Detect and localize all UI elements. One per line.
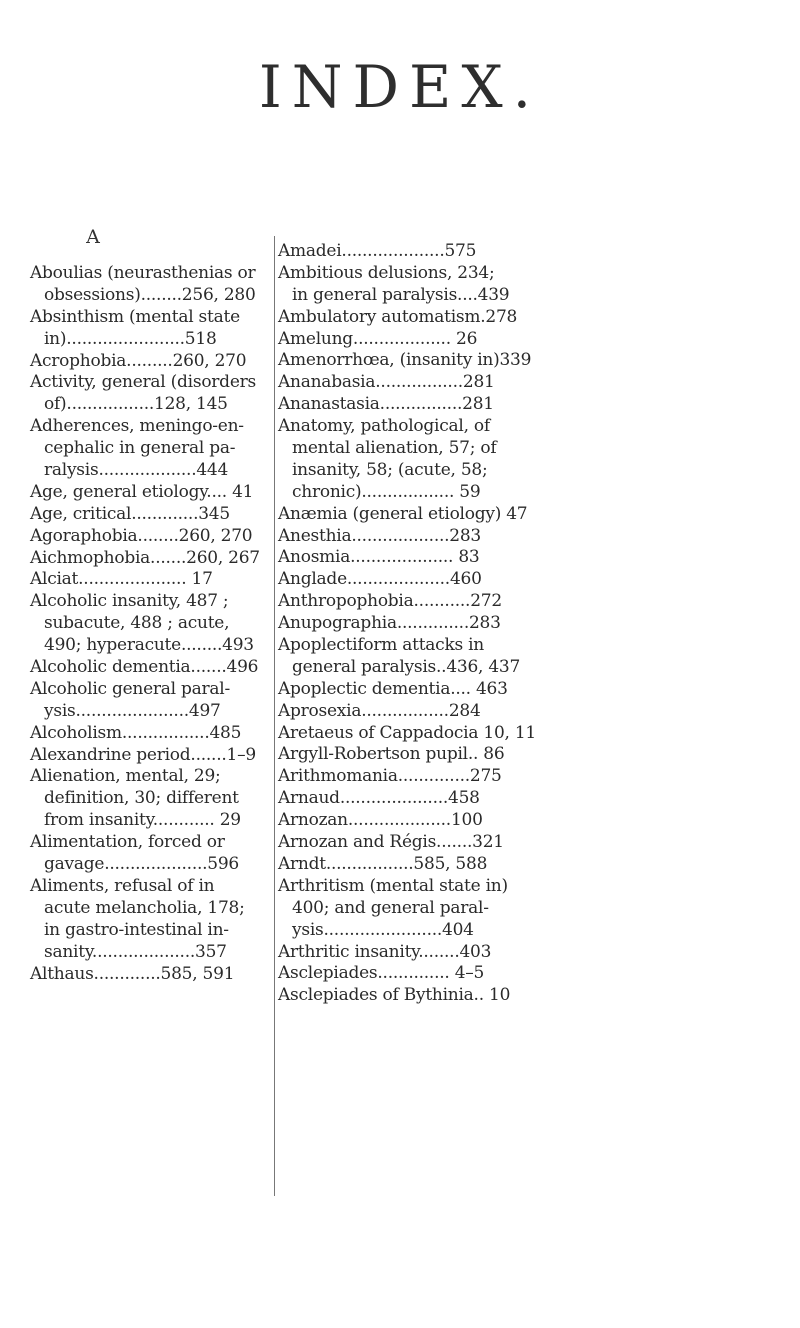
right-index-column	[278, 241, 536, 1007]
index-entry-line: Althaus.............585, 591	[30, 963, 235, 984]
index-entry-line: Aboulias (neurasthenias or	[30, 263, 256, 283]
index-entry-line: Aliments, refusal of in	[30, 875, 215, 896]
index-entry-line: Aichmophobia.......260, 267	[30, 547, 260, 568]
index-entry-line: acute melancholia, 178;	[44, 897, 245, 918]
column-divider	[274, 236, 275, 1196]
index-entry-line: Age, critical.............345	[30, 503, 230, 524]
index-entry-line: chronic).................. 59	[292, 481, 481, 502]
index-entry-line: Anthropophobia...........272	[278, 591, 502, 612]
index-entry-line: gavage....................596	[44, 854, 239, 875]
index-entry-line: Anosmia.................... 83	[278, 547, 480, 568]
index-entry-line: Anesthia...................283	[278, 525, 481, 546]
index-entry-line: from insanity............ 29	[44, 810, 241, 831]
index-entry-line: insanity, 58; (acute, 58;	[292, 459, 488, 480]
index-entry-line: Arthritism (mental state in)	[278, 875, 508, 896]
index-entry-line: Anupographia..............283	[278, 613, 501, 634]
index-entry-line: Amenorrhœa, (insanity in)339	[278, 350, 532, 371]
index-entry-line: ysis.......................404	[292, 919, 474, 940]
section-letter: A	[86, 226, 100, 248]
index-entry-line: Amelung................... 26	[278, 328, 478, 349]
index-entry-line: Agoraphobia........260, 270	[30, 525, 253, 546]
index-entry-line: Ambulatory automatism.278	[278, 306, 518, 327]
index-entry-line: subacute, 488 ; acute,	[44, 613, 230, 634]
index-entry-line: Alcoholic dementia.......496	[30, 657, 259, 678]
index-entry-line: 490; hyperacute........493	[44, 635, 254, 656]
index-entry-line: Arnozan and Régis.......321	[278, 832, 504, 853]
index-entry-line: in general paralysis....439	[292, 284, 510, 305]
index-entry-line: Arithmomania..............275	[278, 766, 502, 787]
index-entry-line: Ananastasia................281	[278, 394, 494, 415]
index-entry-line: ralysis...................444	[44, 460, 229, 481]
index-entry-line: general paralysis..436, 437	[292, 656, 521, 677]
index-entry-line: in gastro-intestinal in-	[44, 919, 229, 940]
index-entry-line: Anglade....................460	[278, 569, 482, 590]
index-entry-line: Anatomy, pathological, of	[278, 416, 490, 437]
index-entry-line: Alciat..................... 17	[30, 569, 213, 590]
index-entry-line: Activity, general (disorders	[30, 372, 256, 393]
index-entry-line: definition, 30; different	[44, 788, 239, 809]
index-entry-line: Amadei....................575	[278, 241, 477, 261]
index-entry-line: Acrophobia.........260, 270	[30, 350, 247, 371]
index-entry-line: mental alienation, 57; of	[292, 438, 497, 459]
index-entry-line: Alcoholism.................485	[30, 722, 242, 743]
index-entry-line: cephalic in general pa-	[44, 438, 236, 459]
index-entry-line: Apoplectic dementia.... 463	[278, 678, 508, 699]
left-index-column	[30, 263, 264, 985]
index-entry-line: Adherences, meningo-en-	[30, 416, 244, 437]
index-entry-line: in).......................518	[44, 328, 217, 349]
index-entry-line: Asclepiades.............. 4–5	[278, 963, 485, 984]
index-entry-line: Ananabasia.................281	[278, 372, 495, 393]
index-entry-line: sanity....................357	[44, 941, 227, 962]
index-entry-line: Alcoholic general paral-	[30, 678, 230, 699]
index-entry-line: Arnozan....................100	[278, 810, 483, 831]
index-entry-line: obsessions)........256, 280	[44, 284, 256, 305]
index-entry-line: of).................128, 145	[44, 394, 228, 415]
index-entry-line: Alcoholic insanity, 487 ;	[30, 591, 229, 612]
index-entry-line: Anæmia (general etiology) 47	[278, 503, 528, 524]
index-entry-line: Aprosexia.................284	[278, 700, 481, 721]
page-title: INDEX.	[258, 53, 542, 121]
index-entry-line: Arthritic insanity........403	[278, 941, 492, 962]
index-entry-line: Absinthism (mental state	[30, 306, 240, 327]
index-entry-line: Asclepiades of Bythinia.. 10	[278, 985, 511, 1006]
index-entry-line: Alexandrine period.......1–9	[30, 744, 256, 765]
index-entry-line: Arnaud.....................458	[278, 788, 480, 809]
index-entry-line: Alienation, mental, 29;	[30, 766, 221, 787]
index-entry-line: Argyll-Robertson pupil.. 86	[278, 744, 505, 765]
index-entry-line: Arndt.................585, 588	[278, 853, 488, 874]
index-entry-line: 400; and general paral-	[292, 897, 489, 918]
index-entry-line: Aretaeus of Cappadocia 10, 11	[278, 722, 536, 743]
index-entry-line: Apoplectiform attacks in	[278, 635, 485, 656]
index-entry-line: Ambitious delusions, 234;	[278, 262, 495, 283]
index-entry-line: Age, general etiology.... 41	[30, 481, 254, 502]
index-entry-line: ysis......................497	[44, 700, 221, 721]
index-entry-line: Alimentation, forced or	[30, 832, 225, 853]
